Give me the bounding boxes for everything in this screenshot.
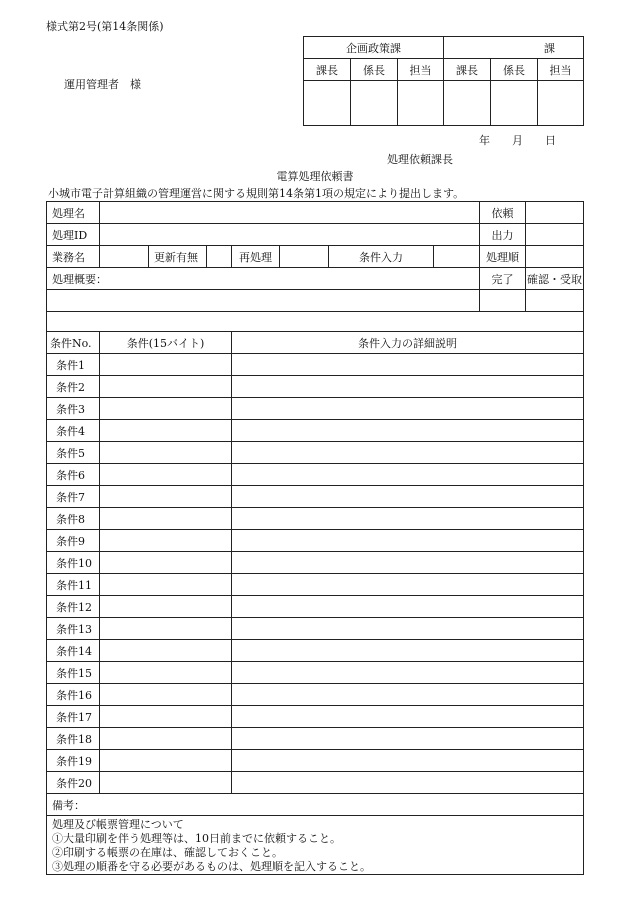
reprocess-field[interactable] [280,246,329,268]
condition-value-field[interactable] [100,772,232,794]
detail-col-header: 条件入力の詳細説明 [232,332,584,354]
role-kacho-1: 課長 [304,59,351,81]
condition-detail-field[interactable] [232,596,584,618]
condition-row [47,530,584,552]
condition-value-field[interactable] [100,574,232,596]
condition-detail-field[interactable] [232,640,584,662]
condition-rows [47,354,584,794]
condition-label: 条件11 [47,574,100,596]
condition-row [47,640,584,662]
intro-text: 小城市電子計算組織の管理運営に関する規則第14条第1項の規定により提出します。 [48,187,465,200]
condition-value-field[interactable] [100,596,232,618]
condition-value-field[interactable] [100,442,232,464]
condition-label: 条件5 [47,442,100,464]
condition-label: 条件9 [47,530,100,552]
row-process-name [47,202,584,224]
stamp-box[interactable] [351,81,398,126]
condition-row [47,464,584,486]
condition-label: 条件6 [47,464,100,486]
condition-label: 条件20 [47,772,100,794]
condition-label: 条件16 [47,684,100,706]
note-item: ①大量印刷を伴う処理等は、10日前までに依頼すること。 [52,832,341,845]
summary-label: 処理概要： [47,268,480,290]
condition-row [47,486,584,508]
condition-label: 条件4 [47,420,100,442]
condition-row [47,420,584,442]
condition-row [47,376,584,398]
requester: 処理依頼課長 [387,153,453,166]
notes-heading: 処理及び帳票管理について [52,818,184,831]
update-label: 更新有無 [149,246,207,268]
condition-detail-field[interactable] [232,508,584,530]
stamp-box[interactable] [538,81,584,126]
condition-row [47,574,584,596]
date-line: 年 月 日 [479,134,556,147]
condition-label: 条件7 [47,486,100,508]
condition-row [47,618,584,640]
condition-row [47,750,584,772]
condition-row [47,508,584,530]
note-item: ②印刷する帳票の在庫は、確認しておくこと。 [52,846,283,859]
output-label: 出力 [480,224,526,246]
summary-field[interactable] [47,290,480,312]
condition-value-field[interactable] [100,684,232,706]
order-field[interactable] [526,246,584,268]
condition-label: 条件12 [47,596,100,618]
condition-label: 条件10 [47,552,100,574]
condition-row [47,706,584,728]
condition-value-field[interactable] [100,662,232,684]
addressee: 運用管理者 様 [64,78,141,91]
role-tanto-2: 担当 [538,59,584,81]
condition-detail-field[interactable] [232,706,584,728]
condition-value-field[interactable] [100,464,232,486]
condition-value-field[interactable] [100,398,232,420]
approval-stamp-table [303,36,584,126]
condition-detail-field[interactable] [232,376,584,398]
condition-value-field[interactable] [100,508,232,530]
request-field[interactable] [526,202,584,224]
row-summary-body [47,290,584,312]
request-label: 依頼 [480,202,526,224]
condition-row [47,442,584,464]
condition-detail-field[interactable] [232,684,584,706]
condition-row [47,772,584,794]
complete-field[interactable] [480,290,526,312]
notes-box [47,816,584,875]
condition-label: 条件1 [47,354,100,376]
condition-value-field[interactable] [100,552,232,574]
condition-detail-field[interactable] [232,662,584,684]
row-process-id [47,224,584,246]
condition-detail-field[interactable] [232,486,584,508]
row-summary [47,268,584,290]
condition-value-field[interactable] [100,486,232,508]
condition-detail-field[interactable] [232,772,584,794]
process-id-field[interactable] [100,224,480,246]
condition-value-field[interactable] [100,750,232,772]
condition-value-field[interactable] [100,354,232,376]
role-tanto-1: 担当 [398,59,444,81]
role-kacho-2: 課長 [444,59,491,81]
business-name-field[interactable] [100,246,149,268]
row-notes [47,816,584,875]
spacer-row [47,312,584,332]
condition-row [47,354,584,376]
confirm-field[interactable] [526,290,584,312]
condition-label: 条件3 [47,398,100,420]
dept1-header: 企画政策課 [304,37,444,59]
condition-label: 条件15 [47,662,100,684]
condition-detail-field[interactable] [232,574,584,596]
condition-value-field[interactable] [100,376,232,398]
row-remarks [47,794,584,816]
condition-label: 条件2 [47,376,100,398]
stamp-box[interactable] [398,81,444,126]
note-item: ③処理の順番を守る必要があるものは、処理順を記入すること。 [52,860,371,873]
condition-value-field[interactable] [100,640,232,662]
condition-detail-field[interactable] [232,728,584,750]
confirm-label: 確認・受取 [526,268,584,290]
condition-row [47,596,584,618]
output-field[interactable] [526,224,584,246]
condition-label: 条件18 [47,728,100,750]
cond-input-label: 条件入力 [329,246,434,268]
condition-label: 条件17 [47,706,100,728]
condition-detail-field[interactable] [232,442,584,464]
condition-label: 条件8 [47,508,100,530]
condition-row [47,552,584,574]
stamp-box[interactable] [491,81,538,126]
condition-detail-field[interactable] [232,464,584,486]
remarks-label: 備考： [47,794,584,816]
cond-col-header: 条件(15バイト) [100,332,232,354]
condition-value-field[interactable] [100,706,232,728]
role-kakaricho-1: 係長 [351,59,398,81]
condition-label: 条件13 [47,618,100,640]
condition-detail-field[interactable] [232,618,584,640]
form-title: 電算処理依頼書 [276,170,354,183]
condition-detail-field[interactable] [232,354,584,376]
condition-value-field[interactable] [100,530,232,552]
order-label: 処理順 [480,246,526,268]
role-kakaricho-2: 係長 [491,59,538,81]
condition-row [47,728,584,750]
condition-detail-field[interactable] [232,530,584,552]
stamp-box[interactable] [444,81,491,126]
cond-no-header: 条件No. [47,332,100,354]
cond-input-field[interactable] [434,246,480,268]
condition-value-field[interactable] [100,420,232,442]
condition-row [47,398,584,420]
request-table [46,201,584,875]
condition-value-field[interactable] [100,618,232,640]
condition-detail-field[interactable] [232,398,584,420]
condition-detail-field[interactable] [232,552,584,574]
process-name-label: 処理名 [47,202,100,224]
complete-label: 完了 [480,268,526,290]
row-business [47,246,584,268]
row-spacer [47,312,584,332]
condition-detail-field[interactable] [232,420,584,442]
stamp-box[interactable] [304,81,351,126]
condition-detail-field[interactable] [232,750,584,772]
business-name-label: 業務名 [47,246,100,268]
condition-row [47,684,584,706]
dept2-header: 課 [444,37,584,59]
process-name-field[interactable] [100,202,480,224]
process-id-label: 処理ID [47,224,100,246]
condition-label: 条件19 [47,750,100,772]
reprocess-label: 再処理 [232,246,280,268]
update-field[interactable] [207,246,232,268]
condition-label: 条件14 [47,640,100,662]
condition-header-row [47,332,584,354]
form-number: 様式第2号(第14条関係) [46,20,164,33]
condition-row [47,662,584,684]
condition-value-field[interactable] [100,728,232,750]
